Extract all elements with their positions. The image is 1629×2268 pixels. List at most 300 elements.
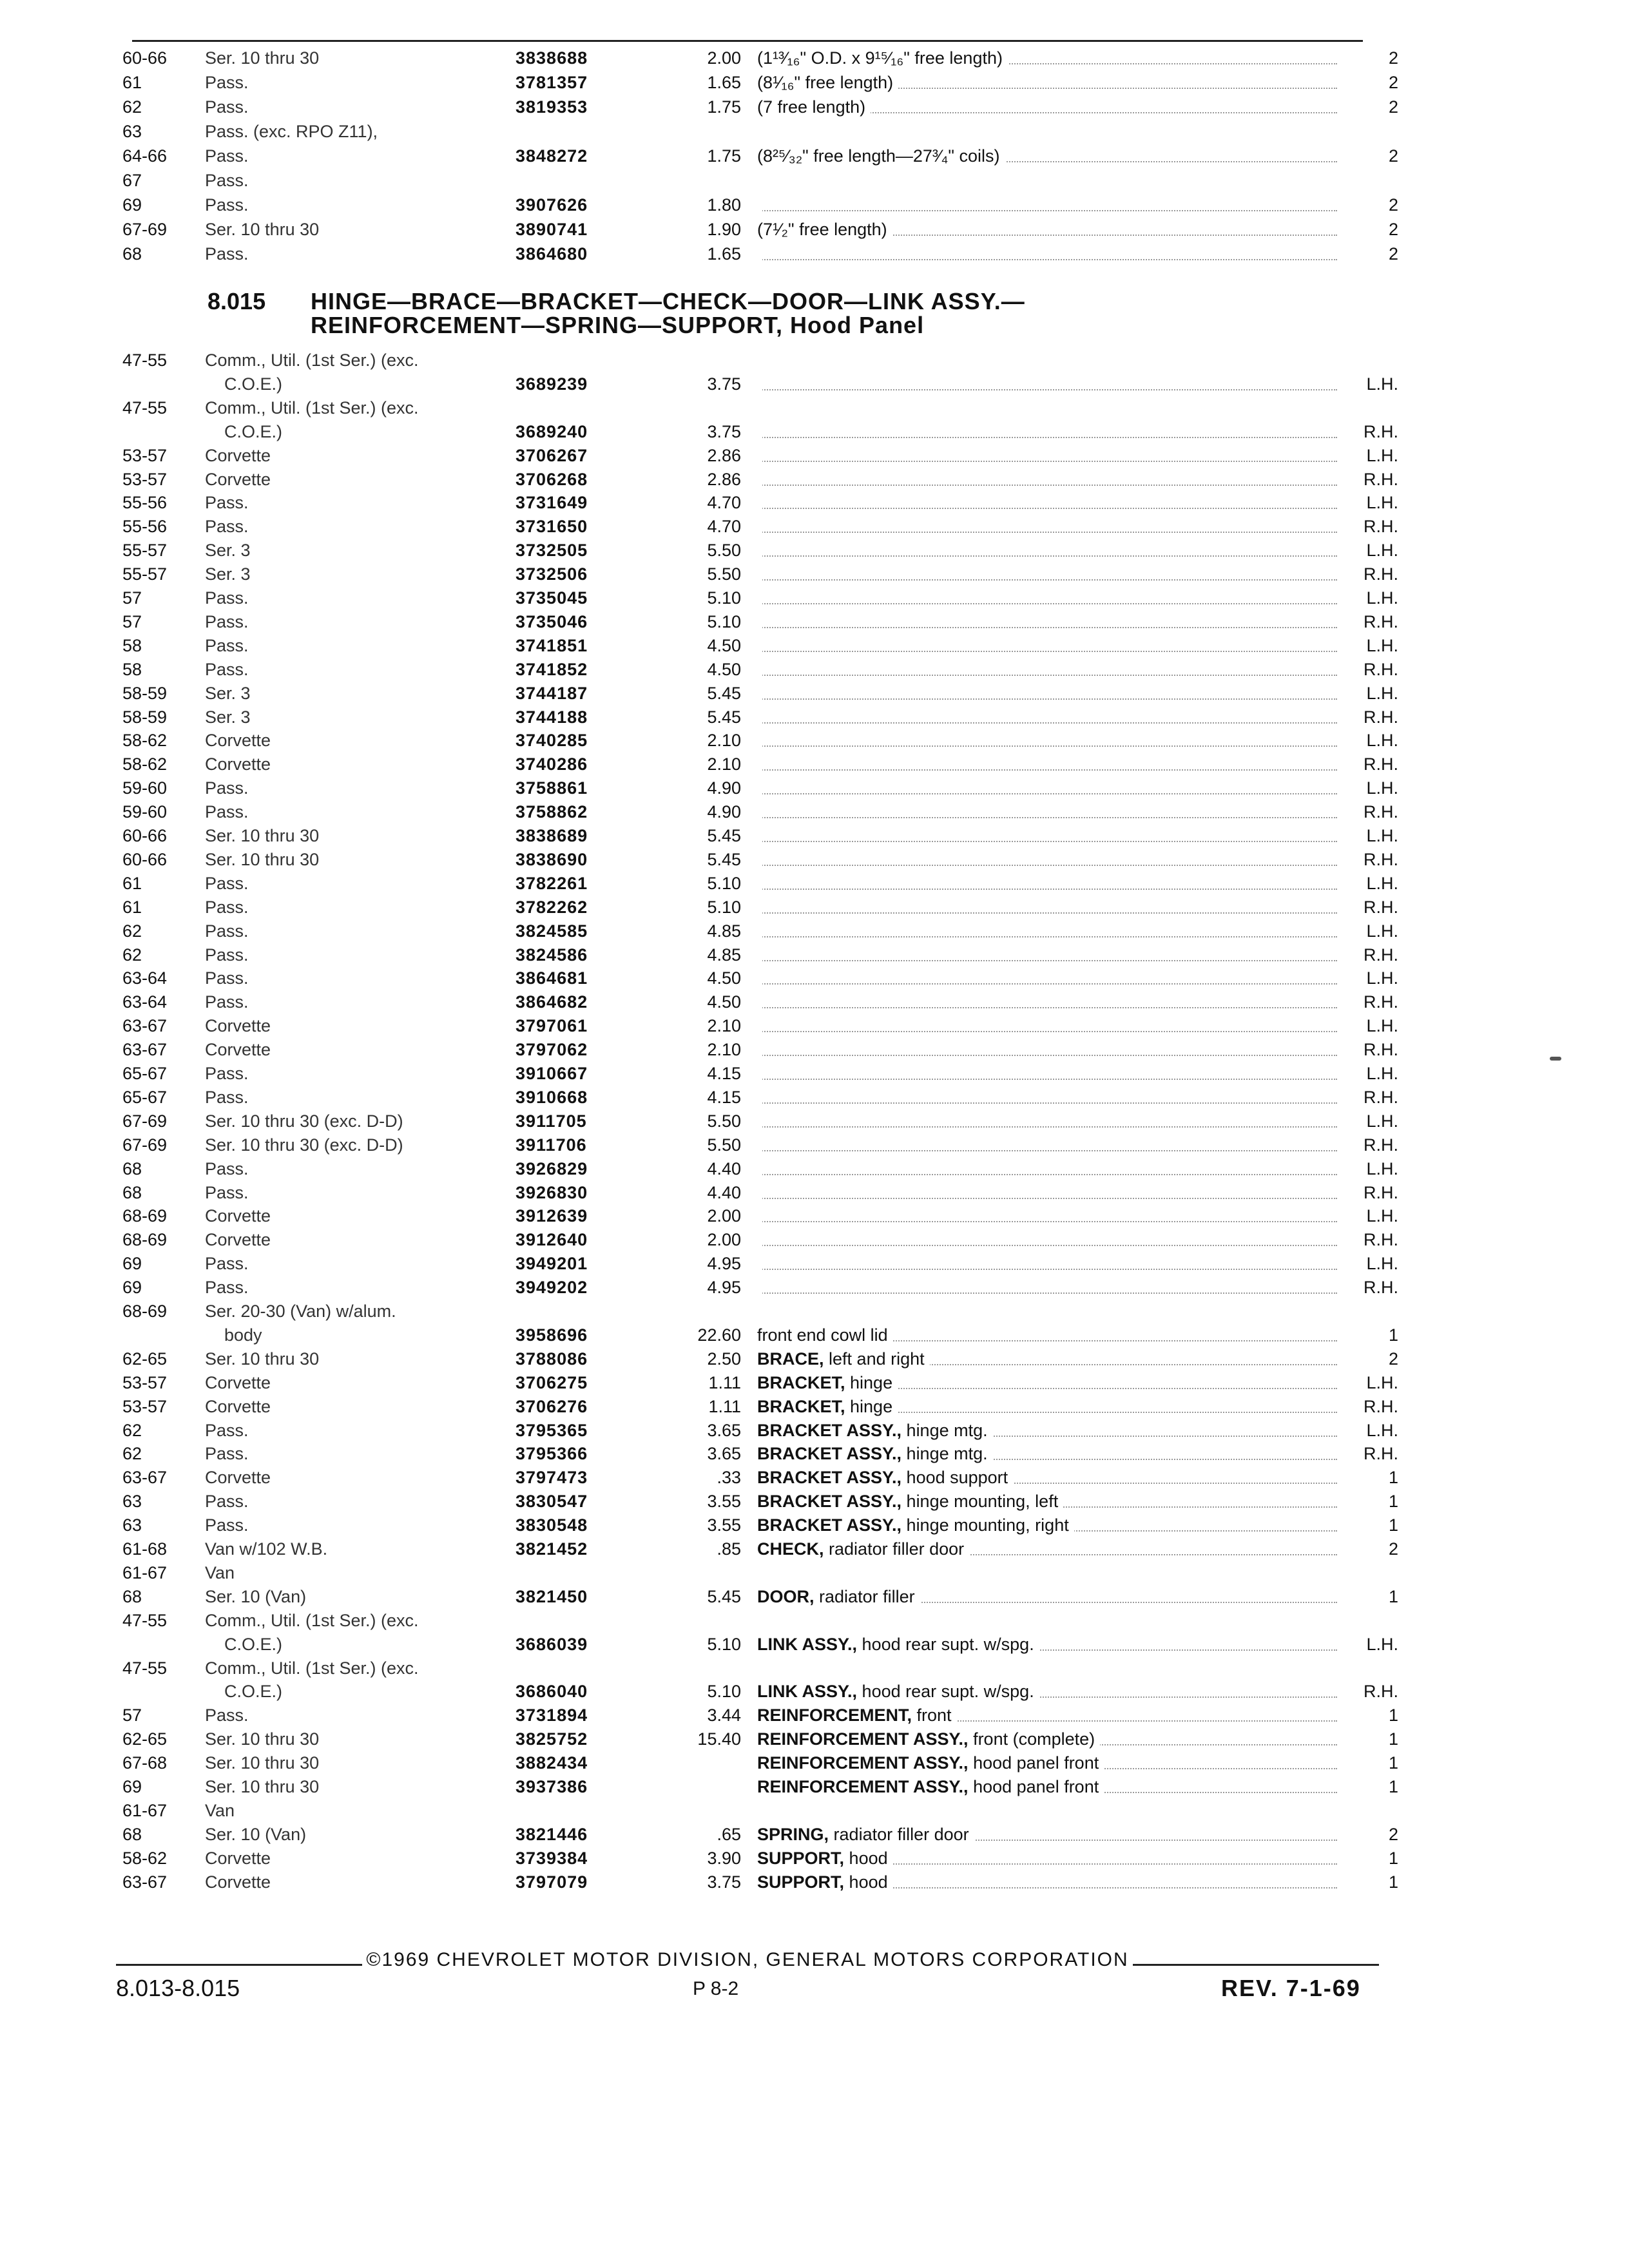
description-text (757, 244, 762, 264)
year-cell: 63-67 (122, 1872, 168, 1892)
table-row (0, 896, 1629, 919)
model-cell: Corvette (205, 1468, 271, 1488)
description-cell (757, 1276, 1337, 1299)
price-cell: 4.85 (707, 945, 741, 965)
description-cell (757, 1490, 1337, 1513)
description-text (757, 1040, 762, 1059)
description-cell (757, 1347, 1337, 1370)
table-row (0, 396, 1629, 419)
part-number-cell: 3882434 (516, 1753, 588, 1773)
description-cell (757, 776, 1337, 800)
description-bold: REINFORCEMENT, (757, 1706, 912, 1725)
quantity-cell: L.H. (1366, 1064, 1398, 1083)
description-detail: radiator filler (819, 1586, 915, 1606)
model-cell: Corvette (205, 1848, 271, 1868)
model-cell: Pass. (205, 1278, 249, 1298)
quantity-cell: 2 (1388, 1539, 1398, 1559)
quantity-cell: R.H. (1364, 992, 1398, 1012)
description-cell (757, 610, 1337, 633)
model-cell: Pass. (205, 1087, 249, 1107)
table-row (0, 824, 1629, 847)
year-cell: 63-64 (122, 992, 168, 1012)
description-detail: hood support (906, 1468, 1008, 1488)
part-number-cell: 3689239 (516, 374, 588, 394)
model-cell: C.O.E.) (205, 1634, 283, 1654)
year-cell: 53-57 (122, 469, 168, 489)
quantity-cell: R.H. (1364, 1040, 1398, 1060)
table-row (0, 144, 1629, 168)
model-cell: Pass. (205, 493, 249, 513)
year-cell: 62 (122, 945, 142, 965)
description-cell (757, 824, 1337, 847)
part-number-cell: 3744187 (516, 683, 588, 703)
price-cell: 4.40 (707, 1182, 741, 1202)
dot-leader (757, 1079, 1337, 1080)
description-text (757, 1801, 762, 1820)
model-cell: Pass. (205, 611, 249, 631)
table-row (0, 539, 1629, 562)
quantity-cell: R.H. (1364, 1135, 1398, 1155)
table-row (0, 1133, 1629, 1157)
description-cell (757, 71, 1337, 94)
price-cell: 4.40 (707, 1158, 741, 1178)
year-cell: 55-57 (122, 541, 168, 561)
model-cell: Comm., Util. (1st Ser.) (exc. (205, 398, 419, 418)
quantity-cell: R.H. (1364, 517, 1398, 537)
dot-leader (757, 461, 1337, 462)
price-cell: 3.75 (707, 374, 741, 394)
description-detail: hinge mounting, right (906, 1515, 1069, 1535)
part-number-cell: 3830547 (516, 1492, 588, 1512)
description-text (757, 422, 762, 441)
table-row (0, 1323, 1629, 1347)
quantity-cell: R.H. (1364, 1087, 1398, 1107)
model-cell: Pass. (205, 635, 249, 655)
model-cell: Pass. (205, 968, 249, 988)
description-detail: hinge mounting, left (906, 1492, 1059, 1512)
model-cell: Ser. 10 thru 30 (205, 1729, 320, 1749)
dot-leader (757, 437, 1337, 438)
part-number-cell: 3782261 (516, 873, 588, 893)
table-row (0, 610, 1629, 633)
description-cell (757, 562, 1337, 586)
price-cell: 2.86 (707, 469, 741, 489)
part-number-cell: 3864680 (516, 244, 588, 264)
table-row (0, 218, 1629, 241)
description-detail: hinge (850, 1372, 893, 1392)
model-cell: Ser. 10 thru 30 (exc. D-D) (205, 1111, 403, 1131)
quantity-cell: L.H. (1366, 683, 1398, 703)
quantity-cell: R.H. (1364, 1682, 1398, 1702)
dot-leader (757, 745, 1337, 747)
price-cell: 22.60 (697, 1325, 741, 1345)
model-cell: Pass. (205, 1254, 249, 1274)
quantity-cell: L.H. (1366, 541, 1398, 561)
description-text (757, 1515, 1074, 1535)
year-cell: 68-69 (122, 1302, 168, 1321)
year-cell: 53-57 (122, 1372, 168, 1392)
copyright-text: ©1969 CHEVROLET MOTOR DIVISION, GENERAL MOTORS CORPORATION (366, 1949, 1129, 1970)
table-row (0, 1870, 1629, 1894)
table-row (0, 1014, 1629, 1037)
part-number-cell: 3731649 (516, 493, 588, 513)
dot-leader (757, 627, 1337, 628)
price-cell: 2.00 (707, 1206, 741, 1226)
model-cell: Corvette (205, 731, 271, 751)
price-cell: 15.40 (697, 1729, 741, 1749)
description-text (757, 1753, 1104, 1773)
quantity-cell: R.H. (1364, 1444, 1398, 1464)
model-cell: Pass. (205, 588, 249, 608)
copyright-rule-right (1133, 1964, 1379, 1966)
table-row (0, 1775, 1629, 1798)
description-cell (757, 1704, 1337, 1727)
part-number-cell: 3735046 (516, 611, 588, 631)
year-cell: 53-57 (122, 1396, 168, 1416)
model-cell: Ser. 3 (205, 541, 251, 561)
description-cell (757, 634, 1337, 657)
part-number-cell: 3732505 (516, 541, 588, 561)
price-cell: 4.90 (707, 802, 741, 822)
model-cell: Pass. (205, 1420, 249, 1440)
part-number-cell: 3706276 (516, 1396, 588, 1416)
dot-leader (757, 579, 1337, 581)
quantity-cell: L.H. (1366, 1206, 1398, 1226)
quantity-cell: 2 (1388, 244, 1398, 264)
year-cell: 61 (122, 897, 142, 917)
footer-page-number: P 8-2 (693, 1978, 739, 1999)
description-cell (757, 372, 1337, 396)
description-cell (757, 1775, 1337, 1798)
model-cell: Pass. (205, 244, 249, 264)
model-cell: C.O.E.) (205, 1682, 283, 1702)
year-cell: 68 (122, 1824, 142, 1844)
part-number-cell: 3824585 (516, 921, 588, 941)
description-bold: BRACKET, (757, 1372, 845, 1392)
table-row (0, 349, 1629, 372)
description-text (757, 1849, 893, 1868)
price-cell: 4.70 (707, 493, 741, 513)
quantity-cell: L.H. (1366, 1254, 1398, 1274)
description-text (757, 1563, 762, 1582)
description-detail: hood panel front (973, 1753, 1099, 1773)
model-cell: C.O.E.) (205, 374, 283, 394)
description-cell (757, 848, 1337, 871)
model-cell: Corvette (205, 469, 271, 489)
price-cell: 1.65 (707, 73, 741, 92)
description-cell (757, 1847, 1337, 1870)
model-cell: Ser. 10 (Van) (205, 1586, 307, 1606)
table-row (0, 966, 1629, 990)
price-cell: 5.50 (707, 541, 741, 561)
description-cell (757, 1323, 1337, 1347)
description-cell (757, 420, 1337, 443)
description-cell (757, 1252, 1337, 1275)
dot-leader (757, 1031, 1337, 1032)
dot-leader (757, 722, 1337, 724)
price-cell: 4.15 (707, 1087, 741, 1107)
quantity-cell: 1 (1388, 1872, 1398, 1892)
price-cell: 5.45 (707, 849, 741, 869)
price-cell: 5.50 (707, 1135, 741, 1155)
dot-leader (757, 532, 1337, 533)
year-cell: 60-66 (122, 48, 168, 68)
description-text (757, 1729, 1100, 1749)
description-text (757, 171, 762, 190)
model-cell: Pass. (exc. RPO Z11), (205, 122, 378, 141)
section-title-line2: REINFORCEMENT—SPRING—SUPPORT, Hood Panel (311, 312, 925, 338)
quantity-cell: L.H. (1366, 493, 1398, 513)
quantity-cell: L.H. (1366, 1016, 1398, 1036)
price-cell: 1.80 (707, 195, 741, 215)
description-text (757, 351, 762, 370)
price-cell: 3.65 (707, 1420, 741, 1440)
model-cell: Pass. (205, 873, 249, 893)
description-text (757, 802, 762, 822)
price-cell: 4.70 (707, 517, 741, 537)
year-cell: 68 (122, 1586, 142, 1606)
part-number-cell: 3744188 (516, 707, 588, 727)
description-detail: hinge mtg. (906, 1420, 988, 1440)
description-cell (757, 46, 1337, 70)
description-cell (757, 1727, 1337, 1751)
description-cell (757, 1395, 1337, 1418)
table-row (0, 71, 1629, 94)
year-cell: 47-55 (122, 1658, 168, 1678)
quantity-cell: R.H. (1364, 659, 1398, 679)
description-text (757, 1539, 969, 1559)
table-row (0, 193, 1629, 216)
description-bold: DOOR, (757, 1586, 815, 1606)
price-cell: 2.10 (707, 1040, 741, 1060)
description-text (757, 1635, 1039, 1654)
description-detail: radiator filler door (829, 1539, 965, 1559)
year-cell: 65-67 (122, 1064, 168, 1083)
table-row (0, 1276, 1629, 1299)
dot-leader (757, 912, 1337, 914)
description-cell (757, 800, 1337, 823)
description-text (757, 754, 762, 774)
dot-leader (757, 1221, 1337, 1222)
description-text (757, 850, 762, 869)
year-cell: 68 (122, 1182, 142, 1202)
description-cell (757, 444, 1337, 467)
description-bold: LINK ASSY., (757, 1634, 858, 1654)
description-cell (757, 1228, 1337, 1251)
year-cell: 68 (122, 244, 142, 264)
price-cell: 2.50 (707, 1349, 741, 1369)
year-cell: 53-57 (122, 445, 168, 465)
dot-leader (757, 936, 1337, 937)
description-text (757, 1421, 993, 1440)
year-cell: 47-55 (122, 398, 168, 418)
dot-leader (757, 1174, 1337, 1175)
table-row (0, 753, 1629, 776)
description-cell (757, 1680, 1337, 1703)
description-cell (757, 169, 1337, 192)
part-number-cell: 3740286 (516, 754, 588, 774)
part-number-cell: 3741852 (516, 659, 588, 679)
price-cell: 2.86 (707, 445, 741, 465)
description-cell (757, 1157, 1337, 1180)
description-bold: REINFORCEMENT ASSY., (757, 1777, 969, 1796)
table-row (0, 562, 1629, 586)
description-cell (757, 1204, 1337, 1227)
dot-leader (757, 508, 1337, 509)
description-cell (757, 1585, 1337, 1608)
description-detail: (8²⁵⁄₃₂" free length—27³⁄₄" coils) (757, 146, 1000, 166)
model-cell: Corvette (205, 1230, 271, 1250)
model-cell: Comm., Util. (1st Ser.) (exc. (205, 1658, 419, 1678)
table-row (0, 634, 1629, 657)
model-cell: Corvette (205, 1396, 271, 1416)
quantity-cell: L.H. (1366, 1158, 1398, 1178)
description-text (757, 1777, 1104, 1796)
description-cell (757, 1300, 1337, 1323)
table-row (0, 444, 1629, 467)
section-title-line1: HINGE—BRACE—BRACKET—CHECK—DOOR—LINK ASSY.— (311, 288, 1025, 314)
description-text (757, 1444, 993, 1463)
price-cell: 5.50 (707, 564, 741, 584)
description-cell (757, 1537, 1337, 1561)
dot-leader (757, 841, 1337, 842)
model-cell: Pass. (205, 992, 249, 1012)
description-cell (757, 1442, 1337, 1465)
quantity-cell: R.H. (1364, 564, 1398, 584)
part-number-cell: 3838690 (516, 849, 588, 869)
model-cell: Pass. (205, 778, 249, 798)
description-cell (757, 95, 1337, 119)
dot-leader (757, 389, 1337, 390)
dot-leader (757, 603, 1337, 604)
quantity-cell: R.H. (1364, 469, 1398, 489)
description-text (757, 1611, 762, 1630)
year-cell: 62 (122, 921, 142, 941)
year-cell: 69 (122, 1777, 142, 1796)
model-cell: Comm., Util. (1st Ser.) (exc. (205, 1610, 419, 1630)
description-detail: hood (849, 1872, 888, 1892)
table-row (0, 468, 1629, 491)
year-cell: 61 (122, 873, 142, 893)
quantity-cell: 2 (1388, 195, 1398, 215)
scan-speck (1550, 1057, 1561, 1061)
description-cell (757, 1419, 1337, 1442)
part-number-cell: 3795366 (516, 1444, 588, 1464)
part-number-cell: 3706267 (516, 445, 588, 465)
price-cell: 3.90 (707, 1848, 741, 1868)
part-number-cell: 3758862 (516, 802, 588, 822)
table-row (0, 1799, 1629, 1822)
quantity-cell: L.H. (1366, 778, 1398, 798)
description-detail: hood rear supt. w/spg. (862, 1634, 1034, 1654)
part-number-cell: 3958696 (516, 1325, 588, 1345)
quantity-cell: 1 (1388, 1515, 1398, 1535)
quantity-cell: 1 (1388, 1706, 1398, 1725)
quantity-cell: 2 (1388, 97, 1398, 117)
part-number-cell: 3838688 (516, 48, 588, 68)
model-cell: Corvette (205, 1372, 271, 1392)
table-row (0, 682, 1629, 705)
year-cell: 63-67 (122, 1468, 168, 1488)
table-row (0, 1823, 1629, 1846)
part-number-cell: 3741851 (516, 635, 588, 655)
quantity-cell: L.H. (1366, 873, 1398, 893)
description-detail: hood panel front (973, 1777, 1099, 1796)
description-text (757, 1325, 893, 1345)
dot-leader (757, 1150, 1337, 1151)
year-cell: 55-56 (122, 493, 168, 513)
description-cell (757, 1110, 1337, 1133)
price-cell: 4.50 (707, 659, 741, 679)
table-row (0, 1633, 1629, 1656)
description-detail: (7¹⁄₂" free length) (757, 220, 887, 239)
description-text (757, 1254, 762, 1273)
year-cell: 63-67 (122, 1016, 168, 1036)
part-number-cell: 3686040 (516, 1682, 588, 1702)
description-text (757, 992, 762, 1012)
part-number-cell: 3911706 (516, 1135, 587, 1155)
part-number-cell: 3819353 (516, 97, 588, 117)
price-cell: 5.45 (707, 707, 741, 727)
price-cell: .65 (717, 1824, 741, 1844)
description-bold: BRACE, (757, 1349, 824, 1369)
description-text (757, 1064, 762, 1083)
year-cell: 68-69 (122, 1230, 168, 1250)
part-number-cell: 3912640 (516, 1230, 588, 1250)
description-cell (757, 966, 1337, 990)
table-row (0, 1204, 1629, 1227)
description-cell (757, 1870, 1337, 1894)
description-text (757, 1230, 762, 1249)
quantity-cell: 2 (1388, 1349, 1398, 1369)
table-row (0, 515, 1629, 538)
dot-leader (757, 769, 1337, 771)
part-number-cell: 3706268 (516, 469, 588, 489)
price-cell: 5.10 (707, 611, 741, 631)
table-row (0, 943, 1629, 966)
price-cell: 1.90 (707, 220, 741, 239)
part-number-cell: 3795365 (516, 1420, 588, 1440)
model-cell: Ser. 3 (205, 564, 251, 584)
year-cell: 67-69 (122, 220, 168, 239)
description-text (757, 1016, 762, 1035)
model-cell: Pass. (205, 146, 249, 166)
description-text (757, 898, 762, 917)
description-bold: LINK ASSY., (757, 1682, 858, 1702)
description-detail: hinge (850, 1396, 893, 1416)
description-bold: BRACKET ASSY., (757, 1492, 902, 1512)
quantity-cell: 1 (1388, 1753, 1398, 1773)
description-text (757, 73, 898, 92)
description-text (757, 660, 762, 679)
table-row (0, 1228, 1629, 1251)
dot-leader (757, 1126, 1337, 1128)
table-row (0, 1561, 1629, 1584)
table-row (0, 1419, 1629, 1442)
description-cell (757, 1133, 1337, 1157)
section-number: 8.015 (207, 288, 266, 314)
table-row (0, 1847, 1629, 1870)
quantity-cell: 2 (1388, 146, 1398, 166)
year-cell: 63-64 (122, 968, 168, 988)
year-cell: 67-69 (122, 1135, 168, 1155)
model-cell: Van (205, 1800, 235, 1820)
description-cell (757, 919, 1337, 943)
description-cell (757, 1086, 1337, 1109)
description-detail: radiator filler door (833, 1824, 969, 1844)
description-detail: front (complete) (973, 1729, 1095, 1749)
quantity-cell: R.H. (1364, 1396, 1398, 1416)
